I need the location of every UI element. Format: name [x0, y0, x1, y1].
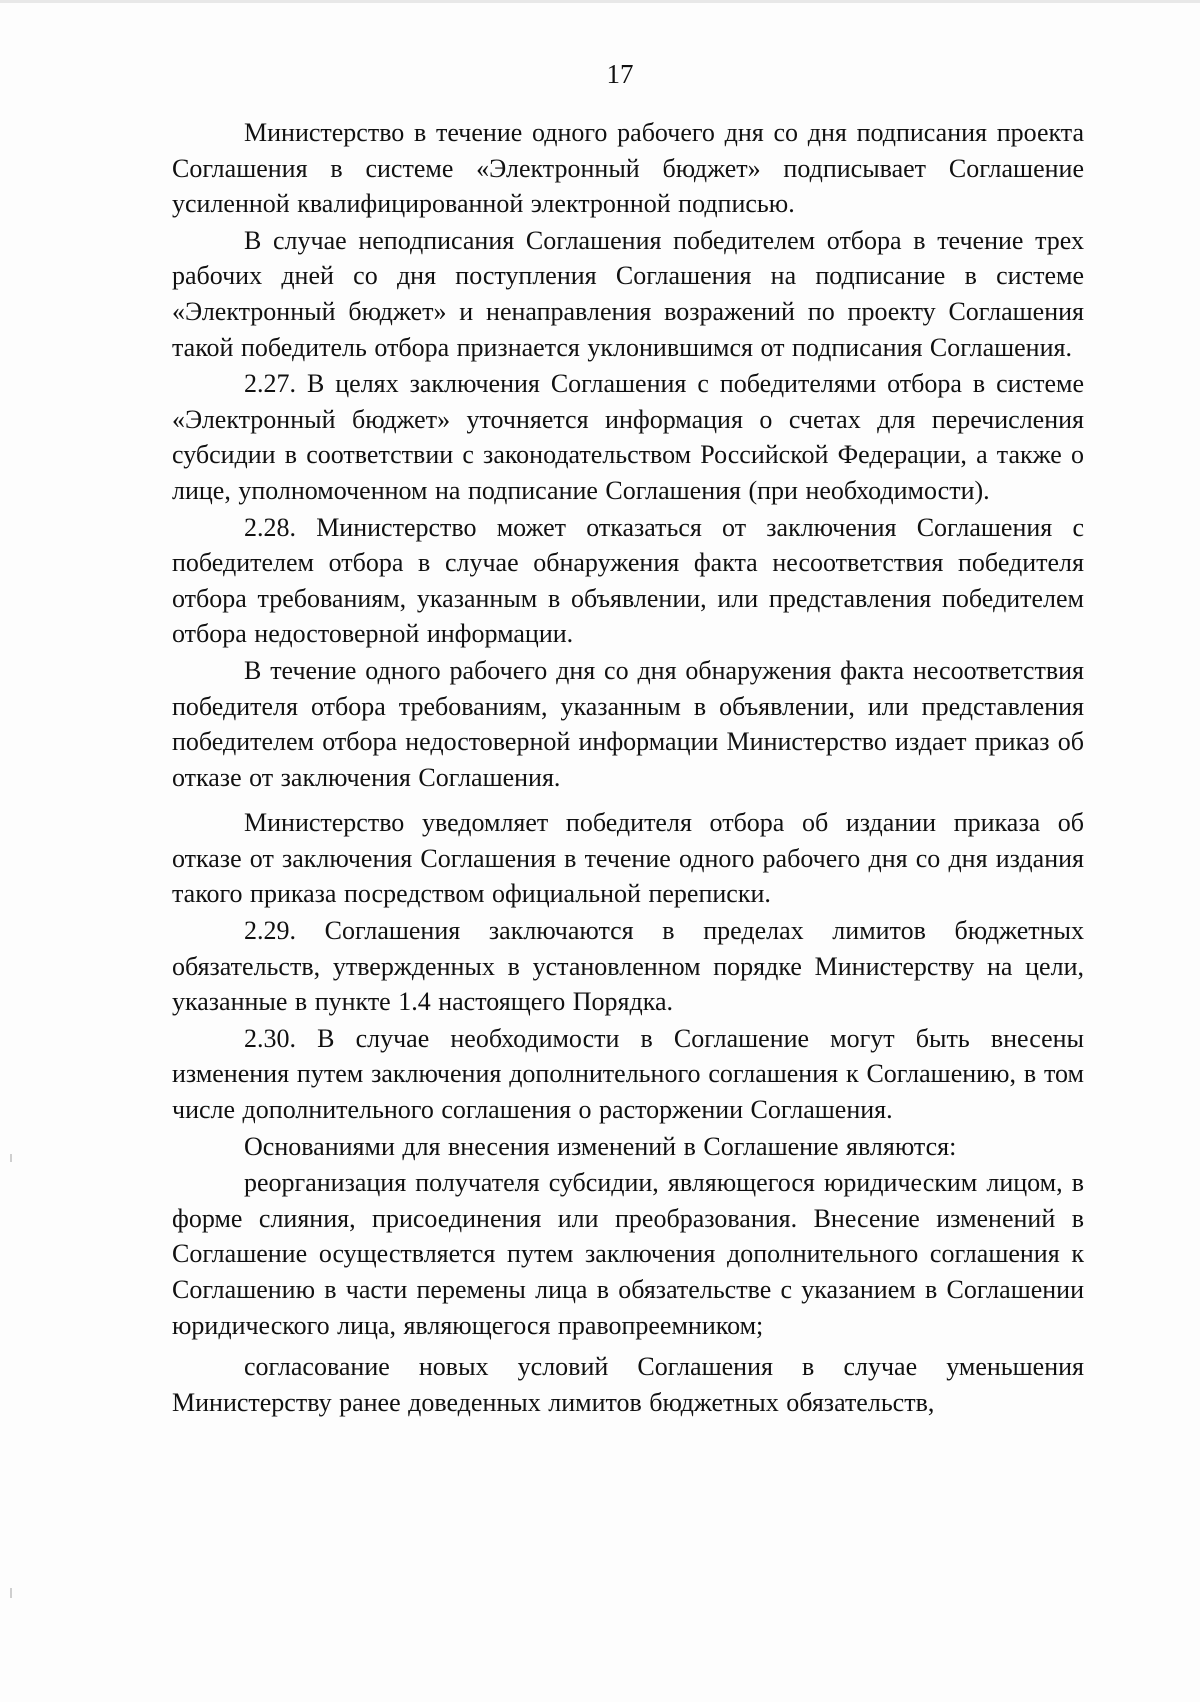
paragraph: 2.29. Соглашения заключаются в пределах лимитов бюджетных обязательств, утвержденных в установленном порядке Министерству на цели, указанные в пункте 1.4 настоящего Порядка.	[172, 916, 1084, 1017]
paragraph: В случае неподписания Соглашения победителем отбора в течение трех рабочих дней со дня поступления Соглашения на подписание в системе «Электронный бюджет» и ненаправления возражений по проекту Соглашения такой победитель отбора признается уклонившимся от подписания Соглашения.	[172, 225, 1084, 362]
paragraph: 2.27. В целях заключения Соглашения с победителями отбора в системе «Электронный бюджет» уточняется информация о счетах для перечисления субсидии в соответствии с законодательством Российской Федерации, а также о лице, уполномоченном на подписание Соглашения (при необходимости).	[172, 369, 1084, 505]
scan-artifact-mark	[10, 1588, 12, 1598]
scan-artifact-mark	[10, 1154, 12, 1162]
paragraph: 2.28. Министерство может отказаться от заключения Соглашения с победителем отбора в случае обнаружения факта несоответствия победителя отбора требованиям, указанным в объявлении, или представления победителем отбора недостоверной информации.	[172, 512, 1084, 649]
paragraph: Основаниями для внесения изменений в Соглашение являются:	[244, 1131, 957, 1161]
document-body	[172, 115, 1084, 1420]
paragraph: Министерство уведомляет победителя отбора об издании приказа об отказе от заключения Соглашения в течение одного рабочего дня со дня издания такого приказа посредством официальной переписки.	[172, 808, 1084, 909]
paragraph: согласование новых условий Соглашения в случае уменьшения Министерству ранее доведенных лимитов бюджетных обязательств,	[172, 1352, 1084, 1417]
scan-top-edge	[0, 0, 1200, 3]
paragraph: В течение одного рабочего дня со дня обнаружения факта несоответствия победителя отбора требованиям, указанным в объявлении, или представления победителем отбора недостоверной информации Министерство издает приказ об отказе от заключения Соглашения.	[172, 655, 1084, 792]
page-number: 17	[606, 59, 634, 89]
paragraph: 2.30. В случае необходимости в Соглашение могут быть внесены изменения путем заключения дополнительного соглашения к Соглашению, в том числе дополнительного соглашения о расторжении Соглашения.	[172, 1023, 1084, 1125]
paragraph: реорганизация получателя субсидии, являющегося юридическим лицом, в форме слияния, присоединения или преобразования. Внесение изменений в Соглашение осуществляется путем заключения дополнительного соглашения к Соглашению в части перемены лица в обязательстве с указанием в Соглашении юридического лица, являющегося правопреемником;	[172, 1168, 1084, 1340]
paragraph: Министерство в течение одного рабочего дня со дня подписания проекта Соглашения в системе «Электронный бюджет» подписывает Соглашение усиленной квалифицированной электронной подписью.	[172, 118, 1084, 219]
